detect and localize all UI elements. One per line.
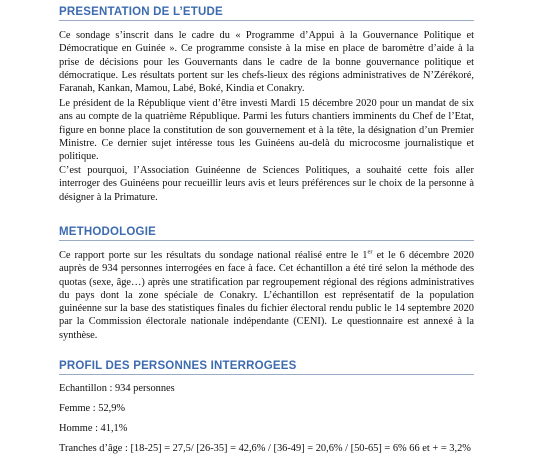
profil-echantillon: Echantillon : 934 personnes (59, 383, 175, 394)
superscript-er: er (367, 248, 373, 256)
section-divider (59, 374, 474, 375)
methodologie-paragraph (59, 249, 474, 342)
profil-femme: Femme : 52,9% (59, 403, 126, 414)
methodologie-text-start: Ce rapport porte sur les résultats du sondage national réalisé entre le 1 (59, 250, 368, 261)
section-title-profil: PROFIL DES PERSONNES INTERROGEES (59, 360, 297, 372)
section-title-methodologie: METHODOLOGIE (59, 226, 156, 238)
section-title-presentation: PRESENTATION DE L’ETUDE (59, 6, 223, 18)
section-divider (59, 20, 474, 21)
profil-tranches-age: Tranches d’âge : [18-25] = 27,5/ [26-35] = 42,6% / [36-49] = 20,6% / [50-65] = 6% 66 et + = 3,2% (59, 443, 471, 454)
methodologie-text-end: et le 6 décembre 2020 auprès de 934 personnes interrogées en face à face. Cet échantillon a été tiré selon la méthode des quotas (sexe, âge…) après une stratification par regroupement régional des régions administratives du pays dont la zone spéciale de Conakry. L’échantillon est représentatif de la population guinéenne sur la base des statistiques finales du fichier électoral rendu public le 14 septembre 2020 par la Commission électorale nationale indépendante (CENI). Le questionnaire est annexé à la synthèse. (59, 250, 474, 341)
presentation-paragraph-3: C’est pourquoi, l’Association Guinéenne de Sciences Politiques, a souhaité cette fois aller interroger des Guinéens pour recueillir leurs avis et leurs préférences sur le choix de la personne à désigner à la Primature. (59, 165, 474, 203)
profil-homme: Homme : 41,1% (59, 423, 128, 434)
presentation-paragraph-2: Le président de la République vient d’être investi Mardi 15 décembre 2020 pour un mandat de six ans au compte de la quatrième République. Parmi les futurs chantiers imminents du Chef de l’Etat, figure en bonne place la constitution de son gouvernement et à la tête, la désignation d’un Premier Ministre. Ce dernier sujet intéresse tous les Guinéens au-delà du microcosme journalistique et politique. (59, 98, 474, 163)
section-divider (59, 240, 474, 241)
presentation-paragraph-1: Ce sondage s’inscrit dans le cadre du « Programme d’Appui à la Gouvernance Politique et Démocratique en Guinée ». Ce programme consiste à la mise en place de baromètre d’aide à la prise de décisions pour les Gouvernants dans le cadre de la bonne gouvernance politique et démocratique. Les résultats portent sur les chefs-lieux des régions administratives de N’Zérékoré, Faranah, Kankan, Mamou, Labé, Boké, Kindia et Conakry. (59, 30, 474, 95)
